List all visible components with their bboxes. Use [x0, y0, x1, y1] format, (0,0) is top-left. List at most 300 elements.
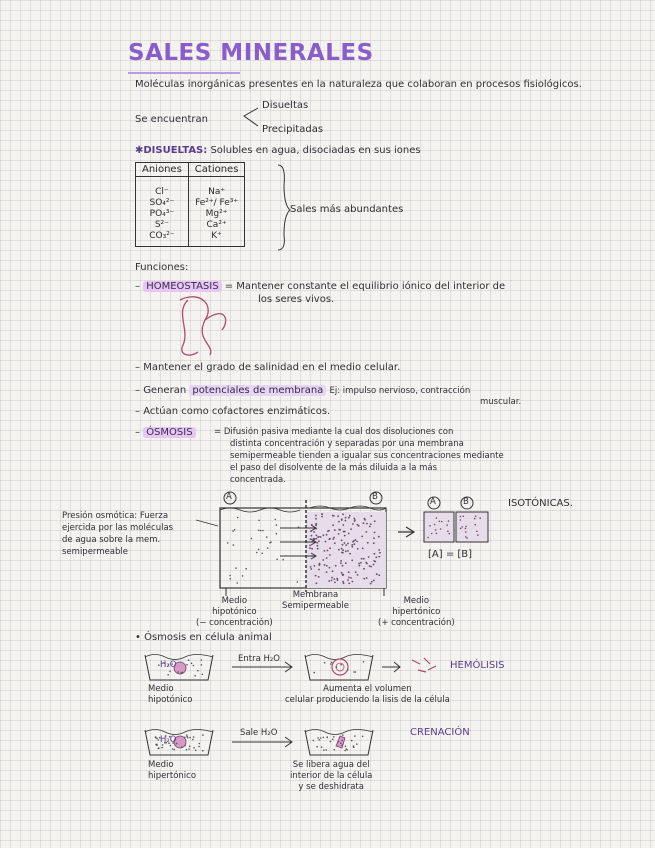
h2o-label: H₂O [160, 735, 177, 745]
homeostasis-text-b: los seres vivos. [258, 294, 335, 305]
anion-item: CO₃²⁻ [149, 230, 175, 241]
particle-dot [321, 746, 323, 748]
particle-dot [347, 579, 349, 581]
particle-dot [316, 535, 318, 537]
particle-dot [341, 519, 343, 521]
particle-dot [315, 575, 317, 577]
particle-dot [345, 550, 347, 552]
particle-dot [318, 569, 320, 571]
particle-dot [186, 736, 188, 738]
particle-dot [317, 548, 319, 550]
particle-dot [337, 515, 339, 517]
particle-dot [245, 568, 247, 570]
particle-dot [434, 524, 436, 526]
particle-dot [323, 737, 325, 739]
particle-dot [318, 576, 320, 578]
particle-dot [460, 516, 462, 518]
particle-dot [366, 523, 368, 525]
row1-caption [285, 684, 450, 706]
particle-dot [191, 663, 193, 665]
particle-dot [158, 747, 160, 749]
particle-dot [258, 530, 260, 532]
homeostasis-term: HOMEOSTASIS [143, 281, 221, 292]
particle-dot [352, 523, 354, 525]
function-cofactors-text: Actúan como cofactores enzimáticos. [143, 406, 331, 417]
particle-dot [229, 575, 231, 577]
particle-dot [429, 525, 431, 527]
particle-dot [340, 560, 342, 562]
particle-dot [342, 574, 344, 576]
table-header-aniones: Aniones [136, 163, 189, 177]
particle-dot [315, 515, 317, 517]
particle-dot [427, 537, 429, 539]
particle-dot [192, 739, 194, 741]
particle-dot [242, 575, 244, 577]
particle-dot [270, 541, 272, 543]
particle-dot [341, 572, 343, 574]
crenation-label: CRENACIÓN [410, 727, 470, 738]
particle-dot [345, 520, 347, 522]
cation-item: K⁺ [211, 230, 222, 241]
particle-dot [460, 519, 462, 521]
particle-dot [374, 520, 376, 522]
particle-dot [315, 523, 317, 525]
medio-hipertonico-line: (+ concentración) [378, 618, 455, 628]
function-salinity-text: Mantener el grado de salinidad en el medio celular. [143, 362, 401, 373]
particle-dot [338, 533, 340, 535]
function-salinity: – Mantener el grado de salinidad en el medio celular. [135, 362, 401, 373]
particle-dot [313, 538, 315, 540]
particle-dot [155, 736, 157, 738]
particle-dot [341, 740, 343, 742]
particle-dot [178, 671, 180, 673]
particle-dot [325, 541, 327, 543]
particle-dot [349, 515, 351, 517]
particle-dot [260, 530, 262, 532]
particle-dot [348, 582, 350, 584]
cation-item: Ca²⁺ [206, 219, 227, 230]
particle-dot [186, 664, 188, 666]
pressure-note-line: Presión osmótica: Fuerza [62, 511, 169, 521]
particle-dot [198, 746, 200, 748]
particle-dot [364, 519, 366, 521]
row2-caption-line: interior de la célula [290, 771, 373, 781]
particle-dot [316, 746, 318, 748]
particle-dot [340, 742, 342, 744]
row1-caption-line: Aumenta el volumen [323, 684, 412, 694]
particle-dot [337, 579, 339, 581]
particle-dot [340, 664, 342, 666]
particle-dot [361, 536, 363, 538]
particle-dot [350, 528, 352, 530]
particle-dot [342, 734, 344, 736]
particle-dot [326, 534, 328, 536]
potentials-term: potenciales de membrana [189, 385, 326, 396]
particle-dot [345, 517, 347, 519]
particle-dot [330, 663, 332, 665]
row1-caption-line: celular produciendo la lisis de la célula [285, 695, 450, 705]
particle-dot [282, 559, 284, 561]
particle-dot [251, 538, 253, 540]
particle-dot [351, 740, 353, 742]
dissolved-text: Solubles en agua, disociadas en sus iones [210, 145, 421, 156]
page-title: SALES MINERALES [128, 40, 374, 66]
row1-medium-line: Medio [148, 684, 174, 694]
particle-dot [320, 737, 322, 739]
medio-hipotonico-line: Medio [221, 596, 248, 606]
particle-dot [326, 749, 328, 751]
particle-dot [189, 746, 191, 748]
particle-dot [276, 533, 278, 535]
animal-heading: • Ósmosis en célula animal [135, 632, 272, 643]
row2-medium [148, 760, 196, 782]
particle-dot [313, 740, 315, 742]
particle-dot [362, 736, 364, 738]
particle-dot [328, 580, 330, 582]
particle-dot [334, 542, 336, 544]
particle-dot [353, 518, 355, 520]
particle-dot [342, 513, 344, 515]
osmosis-line: – ÓSMOSIS [135, 427, 196, 438]
particle-dot [334, 749, 336, 751]
particle-dot [197, 670, 199, 672]
particle-dot [477, 534, 479, 536]
anion-item: SO₄²⁻ [149, 197, 175, 208]
particle-dot [202, 750, 204, 752]
particle-dot [324, 564, 326, 566]
particle-dot [341, 552, 343, 554]
row2-medium-line: Medio [148, 760, 174, 770]
particle-dot [193, 747, 195, 749]
particle-dot [475, 515, 477, 517]
hemolysis-label: HEMÓLISIS [450, 660, 505, 671]
potentials-example-a: Ej: impulso nervioso, contracción [329, 386, 471, 396]
particle-dot [465, 528, 467, 530]
particle-dot [276, 559, 278, 561]
particle-dot [343, 582, 345, 584]
medio-hipotonico-line: (− concentración) [196, 618, 273, 628]
particle-dot [347, 550, 349, 552]
definition-text: Moléculas inorgánicas presentes en la naturaleza que colaboran en procesos fisiológicos. [135, 79, 582, 90]
particle-dot [316, 538, 318, 540]
particle-dot [341, 540, 343, 542]
pressure-note-line: ejercida por las moléculas [62, 523, 174, 533]
particle-dot [368, 556, 370, 558]
particle-dot [436, 533, 438, 535]
particle-dot [329, 567, 331, 569]
homeostasis-doodle [180, 297, 226, 355]
particle-dot [373, 542, 375, 544]
particle-dot [363, 661, 365, 663]
found-option-precipitadas: Precipitadas [262, 124, 324, 135]
particle-dot [479, 517, 481, 519]
particle-dot [362, 548, 364, 550]
table-header-cationes: Cationes [188, 163, 245, 177]
particle-dot [344, 535, 346, 537]
particle-dot [316, 542, 318, 544]
particle-dot [329, 547, 331, 549]
particle-dot [436, 517, 438, 519]
particle-dot [156, 738, 158, 740]
particle-dot [202, 674, 204, 676]
particle-dot [439, 521, 441, 523]
function-cofactors: – Actúan como cofactores enzimáticos. [135, 406, 331, 417]
particle-dot [311, 555, 313, 557]
isotonic-label: ISOTÓNICAS. [508, 498, 573, 509]
particle-dot [267, 547, 269, 549]
particle-dot [356, 541, 358, 543]
particle-dot [355, 571, 357, 573]
particle-dot [367, 542, 369, 544]
particle-dot [193, 665, 195, 667]
particle-dot [232, 530, 234, 532]
particle-dot [201, 664, 203, 666]
particle-dot [366, 577, 368, 579]
particle-dot [188, 659, 190, 661]
label-medio-hipertonico [378, 596, 455, 629]
cation-item: Mg²⁺ [205, 208, 228, 219]
particle-dot [262, 553, 264, 555]
particle-dot [330, 741, 332, 743]
particle-dot [326, 571, 328, 573]
brace-label: Sales más abundantes [290, 204, 404, 215]
particle-dot [370, 566, 372, 568]
label-medio-hipotonico [196, 596, 273, 629]
particle-dot [199, 743, 201, 745]
particle-dot [351, 544, 353, 546]
medio-hipertonico-line: hipertónico [392, 607, 441, 617]
function-potentials-lead: Generan [143, 385, 187, 396]
medio-hipotonico-line: hipotónico [212, 607, 257, 617]
particle-dot [342, 524, 344, 526]
particle-dot [466, 537, 468, 539]
particle-dot [440, 528, 442, 530]
particle-dot [342, 544, 344, 546]
particle-dot [334, 529, 336, 531]
particle-dot [227, 542, 229, 544]
particle-dot [311, 535, 313, 537]
particle-dot [318, 540, 320, 542]
label-b: B [372, 492, 378, 502]
particle-dot [336, 666, 338, 668]
particle-dot [298, 526, 300, 528]
particle-dot [327, 530, 329, 532]
particle-dot [435, 529, 437, 531]
particle-dot [343, 531, 345, 533]
anion-item: S²⁻ [154, 219, 169, 230]
particle-dot [339, 529, 341, 531]
particle-dot [310, 568, 312, 570]
particle-dot [363, 558, 365, 560]
particle-dot [336, 578, 338, 580]
particle-dot [373, 564, 375, 566]
particle-dot [317, 536, 319, 538]
particle-dot [348, 517, 350, 519]
particle-dot [363, 568, 365, 570]
found-lead: Se encuentran [135, 114, 208, 125]
pressure-note-line: de agua sobre la mem. [62, 535, 161, 545]
particle-dot [186, 749, 188, 751]
particle-dot [338, 741, 340, 743]
particle-dot [378, 536, 380, 538]
particle-dot [194, 675, 196, 677]
particle-dot [186, 734, 188, 736]
particle-dot [342, 581, 344, 583]
row1-medium-line: hipotónico [148, 695, 193, 705]
particle-dot [321, 516, 323, 518]
particle-dot [157, 739, 159, 741]
row2-arrow-label: Sale H₂O [240, 728, 278, 738]
particle-dot [184, 745, 186, 747]
particle-dot [202, 734, 204, 736]
particle-dot [315, 518, 317, 520]
label-a: A [226, 492, 232, 502]
isotonic-equation: [A] = [B] [428, 549, 473, 560]
particle-dot [327, 550, 329, 552]
particle-dot [320, 536, 322, 538]
particle-dot [169, 671, 171, 673]
particle-dot [256, 552, 258, 554]
dissolved-label: ✱DISUELTAS: [135, 145, 208, 156]
particle-dot [332, 524, 334, 526]
particle-dot [312, 540, 314, 542]
particle-dot [476, 531, 478, 533]
particle-dot [460, 528, 462, 530]
particle-dot [184, 737, 186, 739]
particle-dot [348, 577, 350, 579]
particle-dot [376, 573, 378, 575]
particle-dot [266, 536, 268, 538]
particle-dot [379, 552, 381, 554]
particle-dot [309, 547, 311, 549]
particle-dot [276, 524, 278, 526]
particle-dot [341, 745, 343, 747]
particle-dot [317, 737, 319, 739]
particle-dot [181, 746, 183, 748]
row1-arrow-label: Entra H₂O [238, 654, 280, 664]
particle-dot [326, 557, 328, 559]
particle-dot [441, 521, 443, 523]
osmosis-def-line: concentrada. [230, 475, 286, 485]
particle-dot [347, 543, 349, 545]
particle-dot [335, 565, 337, 567]
particle-dot [354, 520, 356, 522]
cation-item: Na⁺ [208, 186, 226, 197]
particle-dot [371, 581, 373, 583]
particle-dot [333, 537, 335, 539]
particle-dot [310, 538, 312, 540]
particle-dot [262, 530, 264, 532]
particle-dot [161, 747, 163, 749]
particle-dot [350, 577, 352, 579]
particle-dot [331, 662, 333, 664]
particle-dot [311, 548, 313, 550]
found-brace [244, 108, 258, 126]
particle-dot [258, 549, 260, 551]
particle-dot [315, 528, 317, 530]
particle-dot [195, 750, 197, 752]
table-brace [278, 165, 290, 250]
particle-dot [373, 560, 375, 562]
particle-dot [235, 567, 237, 569]
particle-dot [447, 530, 449, 532]
particle-dot [360, 562, 362, 564]
particle-dot [237, 517, 239, 519]
particle-dot [353, 745, 355, 747]
membrana-line: Membrana [292, 590, 339, 600]
particle-dot [313, 531, 315, 533]
particle-dot [324, 550, 326, 552]
row1-medium [148, 684, 193, 706]
particle-dot [319, 739, 321, 741]
particle-dot [356, 743, 358, 745]
row2-caption-line: Se libera agua del [292, 760, 370, 770]
particle-dot [229, 578, 231, 580]
particle-dot [374, 532, 376, 534]
particle-dot [333, 515, 335, 517]
particle-dot [465, 531, 467, 533]
particle-dot [374, 553, 376, 555]
anion-item: Cl⁻ [155, 186, 169, 197]
label-membrana [282, 590, 349, 612]
particle-dot [321, 513, 323, 515]
particle-dot [465, 526, 467, 528]
particle-dot [345, 544, 347, 546]
particle-dot [317, 545, 319, 547]
row2-caption-line: y se deshidrata [298, 782, 364, 792]
particle-dot [378, 556, 380, 558]
particle-dot [370, 515, 372, 517]
particle-dot [378, 574, 380, 576]
particle-dot [449, 533, 451, 535]
particle-dot [167, 674, 169, 676]
particle-dot [352, 581, 354, 583]
particle-dot [369, 565, 371, 567]
particle-dot [474, 518, 476, 520]
cation-item: Fe²⁺/ Fe³⁺ [195, 197, 239, 208]
anion-item: PO₄³⁻ [149, 208, 175, 219]
particle-dot [323, 749, 325, 751]
particle-dot [329, 554, 331, 556]
row2-caption [290, 760, 372, 793]
particle-dot [355, 671, 357, 673]
animal-row-1 [145, 655, 436, 681]
homeostasis-line: – HOMEOSTASIS = Mantener constante el equilibrio iónico del interior de [135, 281, 506, 292]
particle-dot [370, 523, 372, 525]
potentials-example-b: muscular. [480, 397, 522, 407]
particle-dot [344, 750, 346, 752]
particle-dot [354, 735, 356, 737]
particle-dot [342, 549, 344, 551]
particle-dot [338, 521, 340, 523]
particle-dot [309, 545, 311, 547]
particle-dot [345, 746, 347, 748]
particle-dot [323, 534, 325, 536]
particle-dot [347, 669, 349, 671]
particle-dot [348, 571, 350, 573]
particle-dot [174, 749, 176, 751]
particle-dot [365, 531, 367, 533]
particle-dot [297, 581, 299, 583]
particle-dot [326, 737, 328, 739]
particle-dot [188, 748, 190, 750]
particle-dot [340, 562, 342, 564]
particle-dot [341, 548, 343, 550]
particle-dot [361, 558, 363, 560]
h2o-label: H₂O [160, 660, 177, 670]
particle-dot [359, 565, 361, 567]
particle-dot [345, 562, 347, 564]
